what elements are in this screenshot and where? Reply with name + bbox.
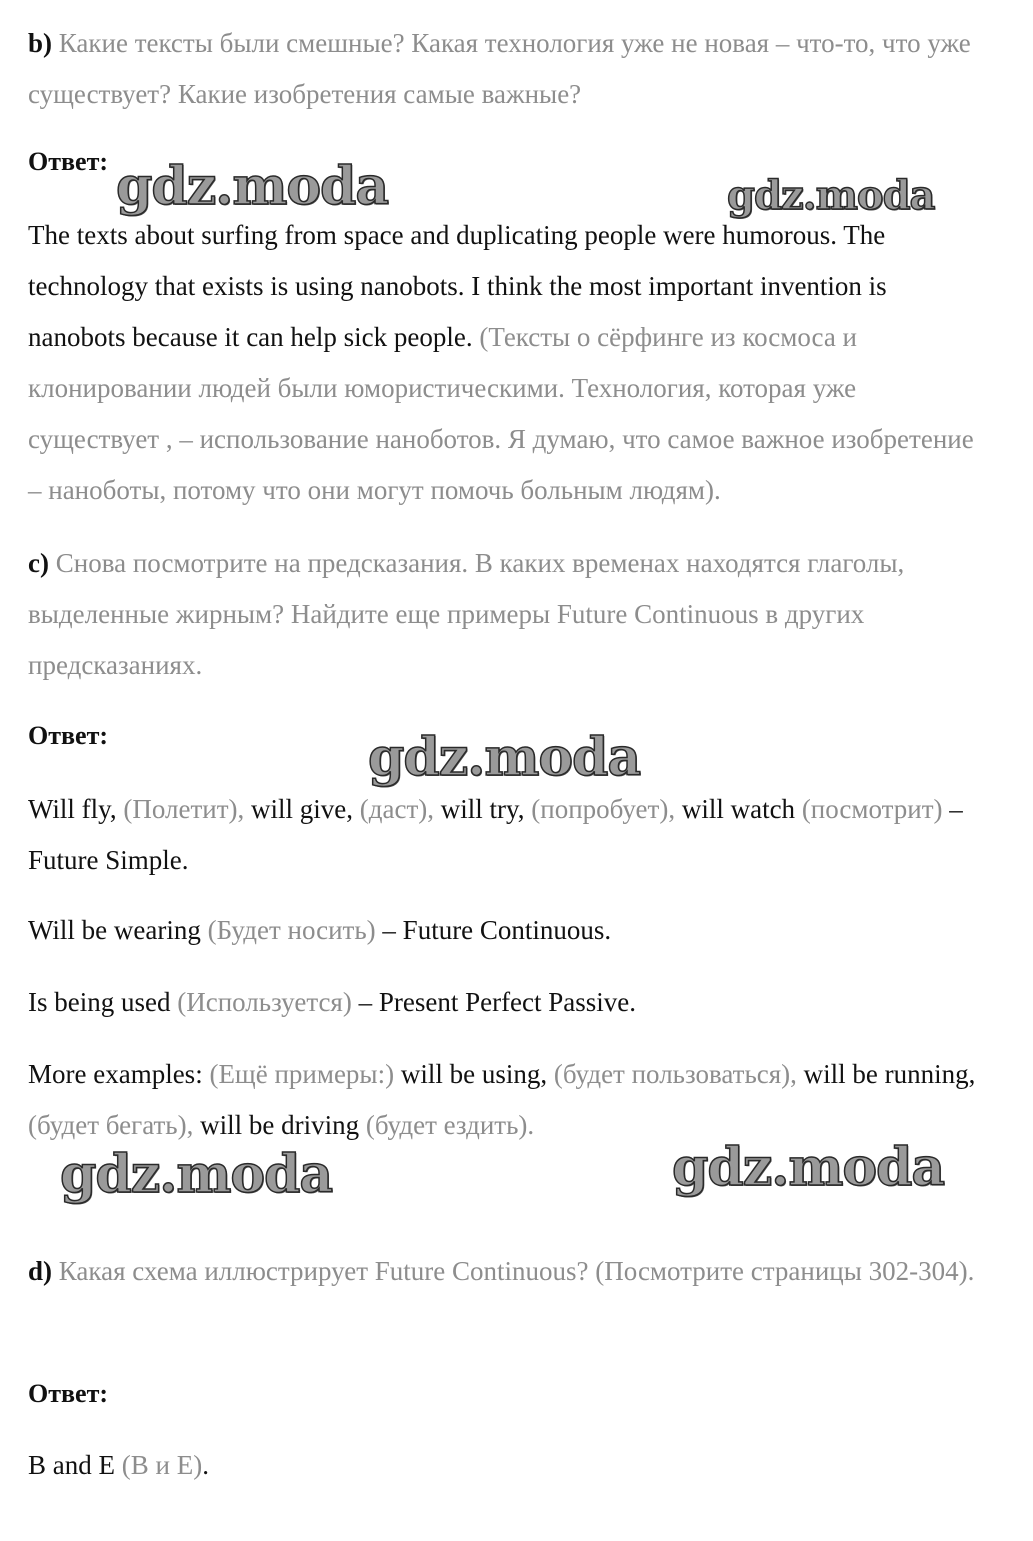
translation-text: (будет пользоваться), bbox=[553, 1059, 804, 1089]
answer-d-label: Ответ: bbox=[28, 1379, 109, 1408]
answer-text: will be using, bbox=[394, 1059, 554, 1089]
translation-text: (Используется) bbox=[177, 987, 352, 1017]
answer-text: will watch bbox=[681, 794, 802, 824]
question-d-text: Какая схема иллюстрирует Future Continuous? (Посмотрите страницы 302-304). bbox=[58, 1256, 975, 1286]
translation-text: (даст), bbox=[359, 794, 441, 824]
answer-c-label: Ответ: bbox=[28, 721, 109, 750]
question-c-label: c) bbox=[28, 548, 49, 578]
translation-text: (попробует), bbox=[531, 794, 682, 824]
answer-text: will be running, bbox=[803, 1059, 976, 1089]
watermark-logo: gdz.moda bbox=[60, 1144, 333, 1205]
watermark-logo: gdz.moda bbox=[368, 727, 641, 788]
question-b-label: b) bbox=[28, 28, 53, 58]
answer-b-english: The texts about surfing from space and duplicating people were humorous. The technology that exists is using nanobots. I think the most important invention is nanobots because it can help sick people. bbox=[28, 220, 887, 352]
translation-text: (будет ездить). bbox=[365, 1110, 535, 1140]
question-d-label: d) bbox=[28, 1256, 53, 1286]
answer-text: Will be wearing bbox=[28, 915, 208, 945]
translation-text: (будет бегать), bbox=[28, 1110, 201, 1140]
answer-d-english: B and E bbox=[28, 1450, 122, 1480]
answer-text: – Future Simple. bbox=[28, 794, 963, 875]
answer-b-label: Ответ: bbox=[28, 147, 109, 176]
answer-text: Is being used bbox=[28, 987, 178, 1017]
answer-text: Will fly, bbox=[28, 794, 124, 824]
watermark-logo: gdz.moda bbox=[116, 156, 389, 217]
translation-text: (Ещё примеры:) bbox=[209, 1059, 395, 1089]
answer-text: More examples: bbox=[28, 1059, 210, 1089]
answer-text: will try, bbox=[440, 794, 532, 824]
watermark-logo: gdz.moda bbox=[727, 172, 935, 219]
answer-text: will be driving bbox=[200, 1110, 366, 1140]
question-c bbox=[28, 538, 988, 691]
answer-c-line-3 bbox=[28, 977, 636, 1028]
answer-d-period: . bbox=[202, 1450, 209, 1480]
answer-c-line-4 bbox=[28, 1049, 988, 1151]
answer-text: – Future Continuous. bbox=[375, 915, 612, 945]
answer-b bbox=[28, 210, 988, 516]
answer-b-russian: (Тексты о сёрфинге из космоса и клонировании людей были юмористическими. Технология, которая уже существует , – использование наноботов. Я думаю, что самое важное изобретение – наноботы, потому что они могут помочь больным людям). bbox=[28, 322, 974, 505]
watermark-logo: gdz.moda bbox=[672, 1137, 945, 1198]
answer-text: will give, bbox=[251, 794, 360, 824]
question-d bbox=[28, 1246, 974, 1297]
translation-text: (Полетит), bbox=[123, 794, 252, 824]
question-b bbox=[28, 18, 988, 120]
question-b-text: Какие тексты были смешные? Какая технология уже не новая – что-то, что уже существует? Какие изобретения самые важные? bbox=[28, 28, 971, 109]
translation-text: (посмотрит) bbox=[801, 794, 943, 824]
translation-text: (Будет носить) bbox=[207, 915, 376, 945]
question-c-text: Снова посмотрите на предсказания. В каких временах находятся глаголы, выделенные жирным? Найдите еще примеры Future Continuous в других предсказаниях. bbox=[28, 548, 905, 680]
answer-text: – Present Perfect Passive. bbox=[351, 987, 637, 1017]
answer-d-russian: (В и Е) bbox=[121, 1450, 203, 1480]
answer-c-line-1 bbox=[28, 784, 988, 886]
answer-c-line-2 bbox=[28, 905, 611, 956]
answer-d bbox=[28, 1440, 209, 1491]
